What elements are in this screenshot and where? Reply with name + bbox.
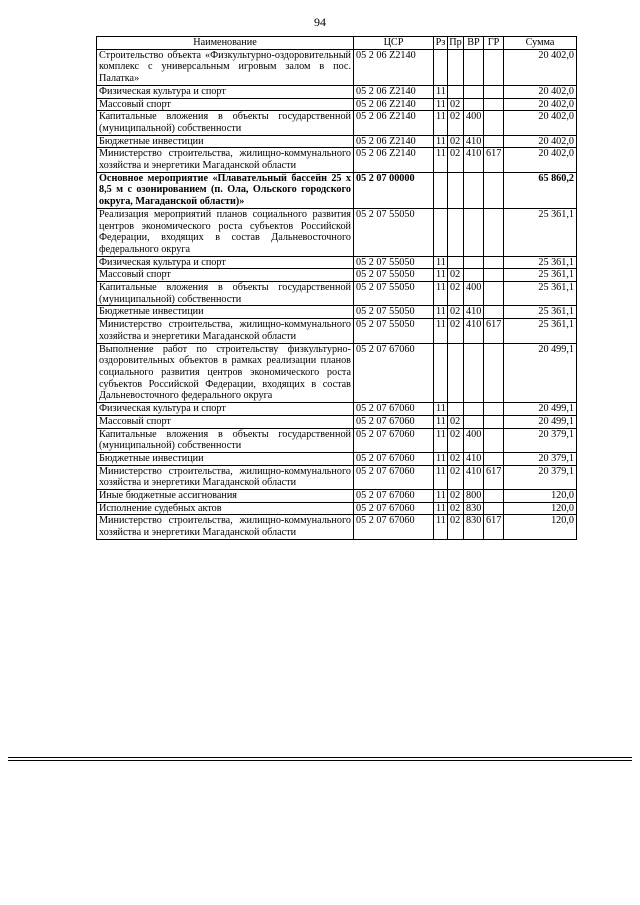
cell-rz: 11 xyxy=(434,148,448,172)
cell-gr xyxy=(484,135,504,148)
cell-pr xyxy=(448,208,464,256)
cell-gr xyxy=(484,490,504,503)
cell-csr: 05 2 07 67060 xyxy=(354,452,434,465)
cell-sum: 20 379,1 xyxy=(504,428,577,452)
cell-vr xyxy=(464,269,484,282)
cell-pr: 02 xyxy=(448,282,464,306)
cell-gr xyxy=(484,98,504,111)
cell-name: Реализация мероприятий планов социального развития центров экономического роста субъектов Российской Федерации, входящих в состав Дальневосточного федерального округа xyxy=(97,208,354,256)
cell-sum: 120,0 xyxy=(504,490,577,503)
table-row xyxy=(97,269,577,282)
cell-pr xyxy=(448,343,464,403)
cell-csr: 05 2 07 55050 xyxy=(354,269,434,282)
cell-sum: 20 402,0 xyxy=(504,111,577,135)
cell-vr: 410 xyxy=(464,452,484,465)
table-row xyxy=(97,306,577,319)
cell-rz: 11 xyxy=(434,98,448,111)
cell-vr xyxy=(464,98,484,111)
cell-pr xyxy=(448,256,464,269)
cell-gr xyxy=(484,306,504,319)
cell-rz xyxy=(434,49,448,85)
cell-csr: 05 2 07 55050 xyxy=(354,256,434,269)
header-gr: ГР xyxy=(484,37,504,50)
table-body xyxy=(97,49,577,539)
cell-pr: 02 xyxy=(448,490,464,503)
cell-gr: 617 xyxy=(484,465,504,489)
table-row xyxy=(97,515,577,539)
cell-vr: 410 xyxy=(464,306,484,319)
cell-csr: 05 2 07 55050 xyxy=(354,306,434,319)
cell-gr xyxy=(484,502,504,515)
cell-rz: 11 xyxy=(434,111,448,135)
table-row xyxy=(97,465,577,489)
cell-sum: 20 379,1 xyxy=(504,465,577,489)
cell-csr: 05 2 07 55050 xyxy=(354,319,434,343)
cell-vr: 410 xyxy=(464,148,484,172)
cell-gr: 617 xyxy=(484,148,504,172)
cell-vr xyxy=(464,415,484,428)
table-row xyxy=(97,208,577,256)
cell-csr: 05 2 07 55050 xyxy=(354,208,434,256)
cell-sum: 20 499,1 xyxy=(504,415,577,428)
cell-vr: 410 xyxy=(464,135,484,148)
cell-rz: 11 xyxy=(434,135,448,148)
cell-sum: 25 361,1 xyxy=(504,306,577,319)
cell-pr: 02 xyxy=(448,319,464,343)
cell-csr: 05 2 06 Z2140 xyxy=(354,111,434,135)
cell-name: Капитальные вложения в объекты государственной (муниципальной) собственности xyxy=(97,282,354,306)
table-row xyxy=(97,148,577,172)
cell-sum: 120,0 xyxy=(504,502,577,515)
table-row xyxy=(97,428,577,452)
table-row xyxy=(97,256,577,269)
cell-pr: 02 xyxy=(448,515,464,539)
table-row xyxy=(97,403,577,416)
header-rz: Рз xyxy=(434,37,448,50)
header-pr: Пр xyxy=(449,37,462,48)
cell-name: Бюджетные инвестиции xyxy=(97,135,354,148)
cell-vr xyxy=(464,208,484,256)
cell-name: Физическая культура и спорт xyxy=(97,403,354,416)
table-row xyxy=(97,502,577,515)
cell-pr: 02 xyxy=(448,111,464,135)
cell-rz: 11 xyxy=(434,282,448,306)
cell-pr: 02 xyxy=(448,465,464,489)
cell-gr xyxy=(484,428,504,452)
cell-rz: 11 xyxy=(434,85,448,98)
cell-name: Министерство строительства, жилищно-коммунального хозяйства и энергетики Магаданской области xyxy=(97,148,354,172)
table-row xyxy=(97,415,577,428)
cell-name: Капитальные вложения в объекты государственной (муниципальной) собственности xyxy=(97,428,354,452)
cell-gr xyxy=(484,208,504,256)
cell-name: Физическая культура и спорт xyxy=(97,85,354,98)
cell-rz: 11 xyxy=(434,452,448,465)
cell-name: Министерство строительства, жилищно-коммунального хозяйства и энергетики Магаданской области xyxy=(97,465,354,489)
cell-rz: 11 xyxy=(434,515,448,539)
cell-name: Исполнение судебных актов xyxy=(97,502,354,515)
cell-vr: 400 xyxy=(464,282,484,306)
header-vr: ВР xyxy=(464,37,484,50)
cell-gr xyxy=(484,452,504,465)
table-row xyxy=(97,282,577,306)
cell-sum: 20 402,0 xyxy=(504,98,577,111)
table-row xyxy=(97,452,577,465)
cell-csr: 05 2 07 67060 xyxy=(354,415,434,428)
cell-rz: 11 xyxy=(434,319,448,343)
cell-pr xyxy=(448,172,464,208)
cell-pr xyxy=(448,85,464,98)
cell-gr xyxy=(484,256,504,269)
cell-name: Массовый спорт xyxy=(97,98,354,111)
cell-rz: 11 xyxy=(434,403,448,416)
cell-name: Министерство строительства, жилищно-коммунального хозяйства и энергетики Магаданской области xyxy=(97,515,354,539)
cell-sum: 20 402,0 xyxy=(504,135,577,148)
cell-name: Массовый спорт xyxy=(97,269,354,282)
cell-sum: 20 402,0 xyxy=(504,148,577,172)
table-row xyxy=(97,98,577,111)
cell-name: Иные бюджетные ассигнования xyxy=(97,490,354,503)
cell-rz: 11 xyxy=(434,502,448,515)
cell-name: Строительство объекта «Физкультурно-оздоровительный комплекс с универсальным игровым залом в пос. Палатка» xyxy=(97,49,354,85)
cell-vr: 830 xyxy=(464,515,484,539)
cell-sum: 20 379,1 xyxy=(504,452,577,465)
footer-rule-upper xyxy=(8,757,632,758)
cell-pr: 02 xyxy=(448,135,464,148)
cell-gr xyxy=(484,403,504,416)
cell-sum: 65 860,2 xyxy=(504,172,577,208)
cell-sum: 25 361,1 xyxy=(504,319,577,343)
cell-pr xyxy=(448,49,464,85)
cell-csr: 05 2 07 67060 xyxy=(354,490,434,503)
cell-pr: 02 xyxy=(448,452,464,465)
cell-rz xyxy=(434,208,448,256)
cell-vr xyxy=(464,256,484,269)
cell-csr: 05 2 06 Z2140 xyxy=(354,85,434,98)
cell-pr: 02 xyxy=(448,269,464,282)
cell-vr: 410 xyxy=(464,465,484,489)
table-row xyxy=(97,85,577,98)
cell-pr: 02 xyxy=(448,148,464,172)
cell-rz: 11 xyxy=(434,269,448,282)
cell-rz: 11 xyxy=(434,465,448,489)
header-csr: ЦСР xyxy=(354,37,434,50)
cell-rz xyxy=(434,343,448,403)
cell-csr: 05 2 07 67060 xyxy=(354,465,434,489)
table-row xyxy=(97,172,577,208)
cell-csr: 05 2 06 Z2140 xyxy=(354,148,434,172)
cell-csr: 05 2 07 67060 xyxy=(354,502,434,515)
cell-sum: 120,0 xyxy=(504,515,577,539)
cell-sum: 20 499,1 xyxy=(504,343,577,403)
cell-csr: 05 2 07 67060 xyxy=(354,515,434,539)
cell-sum: 25 361,1 xyxy=(504,282,577,306)
cell-sum: 20 402,0 xyxy=(504,49,577,85)
cell-rz: 11 xyxy=(434,415,448,428)
cell-name: Бюджетные инвестиции xyxy=(97,452,354,465)
cell-sum: 25 361,1 xyxy=(504,269,577,282)
cell-vr: 800 xyxy=(464,490,484,503)
cell-gr xyxy=(484,343,504,403)
header-name: Наименование xyxy=(97,37,354,50)
cell-gr xyxy=(484,282,504,306)
cell-vr: 830 xyxy=(464,502,484,515)
cell-csr: 05 2 06 Z2140 xyxy=(354,135,434,148)
cell-pr: 02 xyxy=(448,306,464,319)
footer-rule-lower xyxy=(8,760,632,761)
budget-table xyxy=(96,36,577,540)
cell-name: Основное мероприятие «Плавательный бассейн 25 х 8,5 м с озонированием (п. Ола, Ольского городского округа, Магаданской области)» xyxy=(97,172,354,208)
cell-sum: 25 361,1 xyxy=(504,256,577,269)
cell-gr: 617 xyxy=(484,515,504,539)
cell-vr xyxy=(464,85,484,98)
cell-pr xyxy=(448,403,464,416)
cell-rz: 11 xyxy=(434,428,448,452)
cell-sum: 25 361,1 xyxy=(504,208,577,256)
table-row xyxy=(97,343,577,403)
cell-vr xyxy=(464,172,484,208)
cell-csr: 05 2 07 67060 xyxy=(354,428,434,452)
cell-gr xyxy=(484,85,504,98)
cell-csr: 05 2 07 67060 xyxy=(354,403,434,416)
table-row xyxy=(97,490,577,503)
cell-sum: 20 402,0 xyxy=(504,85,577,98)
cell-vr xyxy=(464,403,484,416)
cell-name: Физическая культура и спорт xyxy=(97,256,354,269)
cell-vr: 400 xyxy=(464,428,484,452)
cell-pr: 02 xyxy=(448,502,464,515)
cell-csr: 05 2 07 55050 xyxy=(354,282,434,306)
cell-pr: 02 xyxy=(448,98,464,111)
cell-csr: 05 2 07 00000 xyxy=(354,172,434,208)
cell-gr xyxy=(484,269,504,282)
cell-vr: 410 xyxy=(464,319,484,343)
cell-rz xyxy=(434,172,448,208)
cell-vr: 400 xyxy=(464,111,484,135)
cell-pr: 02 xyxy=(448,415,464,428)
cell-name: Капитальные вложения в объекты государственной (муниципальной) собственности xyxy=(97,111,354,135)
cell-rz: 11 xyxy=(434,306,448,319)
page-number: 94 xyxy=(314,15,326,29)
table-header-row xyxy=(97,37,577,50)
header-sum: Сумма xyxy=(504,37,577,50)
cell-rz: 11 xyxy=(434,256,448,269)
cell-gr xyxy=(484,415,504,428)
cell-gr xyxy=(484,111,504,135)
table-row xyxy=(97,319,577,343)
cell-sum: 20 499,1 xyxy=(504,403,577,416)
cell-csr: 05 2 06 Z2140 xyxy=(354,49,434,85)
cell-vr xyxy=(464,49,484,85)
cell-pr: 02 xyxy=(448,428,464,452)
cell-name: Бюджетные инвестиции xyxy=(97,306,354,319)
cell-gr xyxy=(484,172,504,208)
table-row xyxy=(97,135,577,148)
cell-csr: 05 2 06 Z2140 xyxy=(354,98,434,111)
cell-gr: 617 xyxy=(484,319,504,343)
table-row xyxy=(97,111,577,135)
cell-vr xyxy=(464,343,484,403)
table-row xyxy=(97,49,577,85)
cell-name: Выполнение работ по строительству физкультурно-оздоровительных объектов в рамках реализации планов социального развития центров экономического роста субъектов Российской Федерации, входящих в состав Дальневосточного федерального округа xyxy=(97,343,354,403)
cell-name: Массовый спорт xyxy=(97,415,354,428)
cell-csr: 05 2 07 67060 xyxy=(354,343,434,403)
cell-rz: 11 xyxy=(434,490,448,503)
cell-gr xyxy=(484,49,504,85)
cell-name: Министерство строительства, жилищно-коммунального хозяйства и энергетики Магаданской области xyxy=(97,319,354,343)
